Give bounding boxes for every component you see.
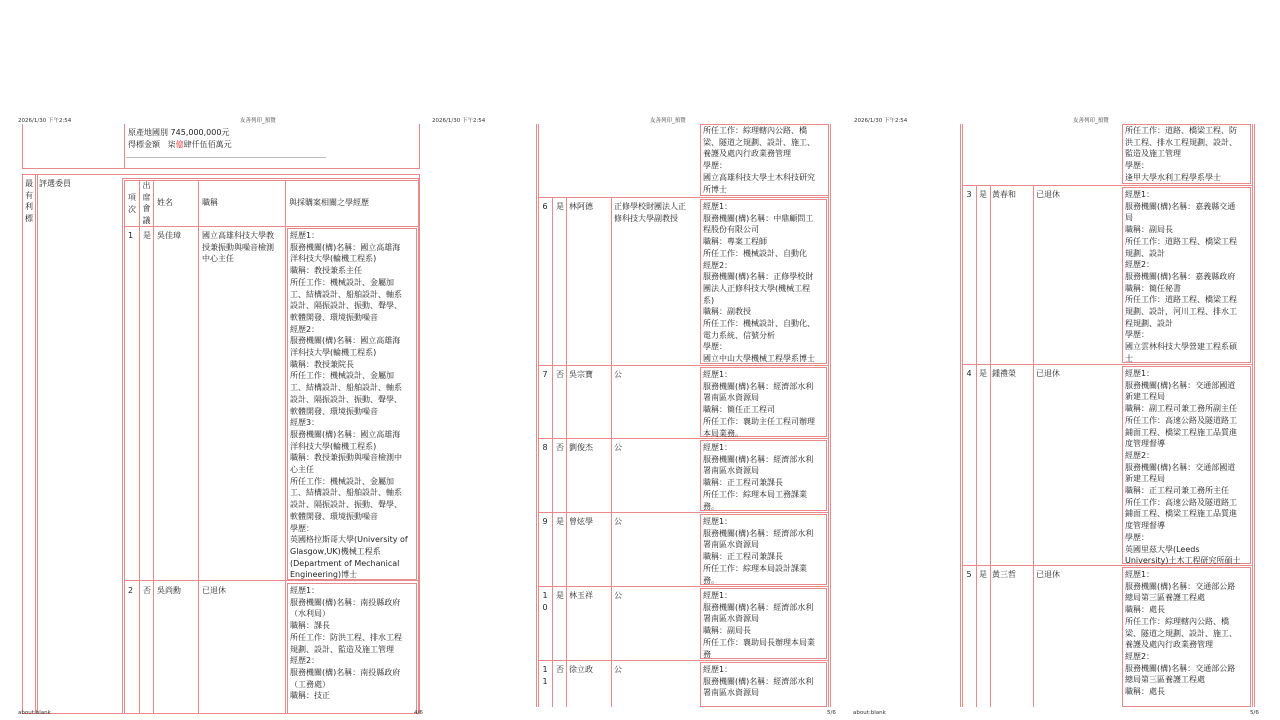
row-no: 4 bbox=[966, 369, 972, 378]
exp-line: 所任工作：綜理轄內公路、橋 bbox=[703, 126, 807, 135]
col-name: 姓名 bbox=[157, 198, 173, 207]
row-title bbox=[1036, 569, 1060, 581]
exp-line: 務 bbox=[703, 649, 711, 659]
exp-line: 經歷1： bbox=[703, 443, 733, 452]
exp-line: 學歷： bbox=[1125, 161, 1149, 171]
column-rule bbox=[976, 185, 977, 707]
exp-line: 所任工作：襄助主任工程司辦理 bbox=[703, 416, 815, 426]
exp-line: 學歷： bbox=[1125, 532, 1149, 542]
exp-line: 職稱：簡任正工程司 bbox=[703, 405, 775, 415]
exp-line: 養護及處內行政業務管理 bbox=[1125, 640, 1213, 650]
exp-line: 職稱：技正 bbox=[290, 691, 330, 701]
row-title bbox=[614, 369, 622, 381]
exp-line: 逢甲大學水利工程學系學士 bbox=[1125, 172, 1221, 182]
exp-line: 鋪面工程、橋梁工程施工品質進 bbox=[1125, 427, 1237, 437]
col-attend: 出 席 會 議 bbox=[142, 181, 151, 226]
exp-line: 工、結構設計、船舶設計、軸系 bbox=[290, 383, 402, 393]
exp-line: 所任工作：襄助局長辦理本局業 bbox=[703, 637, 815, 647]
exp-line: 服務機關(構)名稱：中鼎顧問工 bbox=[703, 213, 814, 223]
row-attend: 是 bbox=[979, 190, 987, 199]
exp-line: 服務機關(構)名稱：交通部公路 bbox=[1125, 663, 1236, 673]
exp-line: 服務機關(構)名稱：經濟部水利 bbox=[703, 676, 814, 686]
exp-line: 國立雲林科技大學營建工程系碩 bbox=[1125, 342, 1237, 352]
page-header-date: 2026/1/30 下午2:54 bbox=[432, 118, 486, 124]
exp-line: 職稱：正工程司兼課長 bbox=[703, 552, 783, 562]
exp-line: 職稱：處長 bbox=[1125, 605, 1165, 615]
exp-line: 所任工作：機械設計、金屬加 bbox=[290, 476, 394, 486]
col-exp: 與採購案相關之學經歷 bbox=[289, 198, 369, 207]
exp-line: 軟體開發、環境振動噪音 bbox=[290, 312, 378, 322]
exp-line: 設計、隔振設計、振動、聲學、 bbox=[290, 301, 402, 311]
row-title bbox=[614, 590, 622, 602]
row-exp bbox=[703, 201, 815, 365]
exp-line: 度管理督導 bbox=[1125, 521, 1165, 531]
exp-line: 服務機關(構)名稱：南投縣政府 bbox=[290, 597, 401, 607]
exp-line: 職稱：課長 bbox=[290, 621, 330, 631]
exp-line: 務。 bbox=[703, 575, 719, 585]
row-no: 1 bbox=[128, 231, 134, 240]
exp-line: 英國格拉斯哥大學(University of bbox=[290, 535, 408, 545]
title-line: 已退休 bbox=[1036, 190, 1060, 199]
row-name: 林玉祥 bbox=[569, 591, 593, 600]
exp-line: 職稱：副教授 bbox=[703, 307, 751, 317]
exp-line: 服務機關(構)名稱：正修學校財 bbox=[703, 272, 814, 282]
exp-line: 總局第三區養護工程處 bbox=[1125, 593, 1205, 603]
amount-pre: 柒 bbox=[167, 140, 176, 149]
page-header-title: 友善列印_預覽 bbox=[240, 118, 276, 124]
row-name: 吳宗寶 bbox=[569, 370, 593, 379]
exp-line: 學歷： bbox=[703, 161, 727, 171]
exp-line: 所任工作：防洪工程、排水工程 bbox=[290, 632, 402, 642]
row-attend: 是 bbox=[556, 591, 564, 600]
title-line: 公 bbox=[614, 443, 622, 452]
row-divider bbox=[962, 364, 1253, 365]
exp-line: 服務機關(構)名稱：嘉義縣交通 bbox=[1125, 201, 1236, 211]
page-footer-url: about:blank bbox=[18, 710, 51, 716]
exp-line: 經歷1： bbox=[703, 665, 733, 674]
col-no: 項 次 bbox=[128, 193, 136, 214]
exp-line: 務。 bbox=[703, 501, 719, 511]
row-exp bbox=[1125, 569, 1237, 698]
exp-line: 經歷1： bbox=[290, 586, 320, 595]
exp-line: 所任工作：機械設計、自動化、 bbox=[703, 319, 815, 329]
row-exp bbox=[1125, 189, 1237, 365]
exp-line: 梁、隧道之規劃、設計、施工、 bbox=[703, 137, 815, 147]
exp-line: 士 bbox=[1125, 353, 1133, 363]
exp-line: (Department of Mechanical bbox=[290, 558, 400, 568]
exp-line: 洋科技大學(輪機工程系) bbox=[290, 254, 377, 264]
exp-line: 養護及處內行政業務管理 bbox=[703, 149, 791, 159]
exp-line: 服務機關(構)名稱：經濟部水利 bbox=[703, 602, 814, 612]
exp-line: 署南區水資源局 bbox=[703, 393, 759, 403]
row-exp bbox=[290, 585, 402, 702]
exp-line: 規劃、設計，河川工程、排水工 bbox=[1125, 307, 1237, 317]
exp-line: 局 bbox=[1125, 213, 1133, 223]
section-label: 最 有 利 標 bbox=[25, 179, 33, 224]
row-no: 5 bbox=[966, 570, 972, 579]
title-line: 正修學校財團法人正 bbox=[614, 202, 686, 211]
row-exp bbox=[703, 369, 815, 439]
amount-label: 得標金額 bbox=[128, 140, 160, 149]
exp-line: 職稱：正工程司兼課長 bbox=[703, 478, 783, 488]
exp-line: 梁、隧道之規劃、設計、施工、 bbox=[1125, 628, 1237, 638]
page-footer-number: 5/6 bbox=[827, 710, 836, 716]
row-name: 劉俊杰 bbox=[569, 443, 593, 452]
row-exp bbox=[703, 442, 813, 512]
exp-line: 職稱：專案工程師 bbox=[703, 237, 767, 247]
row-title bbox=[614, 664, 622, 676]
exp-line: 職稱：正工程司兼工務所主任 bbox=[1125, 486, 1229, 496]
exp-line: 總局第三區養護工程處 bbox=[1125, 675, 1205, 685]
row-no: 1 1 bbox=[542, 665, 548, 686]
exp-line: 國立中山大學機械工程學系博士 bbox=[703, 354, 815, 364]
exp-line: 服務機關(構)名稱：國立高雄海 bbox=[290, 429, 401, 439]
row-attend: 是 bbox=[556, 517, 564, 526]
exp-line: 經歷2： bbox=[703, 260, 733, 270]
row-title: 已退休 bbox=[202, 586, 226, 595]
exp-line: 服務機關(構)名稱：嘉義縣政府 bbox=[1125, 271, 1236, 281]
exp-line: 所任工作：道路工程、橋梁工程 bbox=[1125, 236, 1237, 246]
exp-line: 設計、隔振設計、振動、聲學、 bbox=[290, 394, 402, 404]
exp-line: 洋科技大學(輪機工程系) bbox=[290, 441, 377, 451]
row-name: 曾炫學 bbox=[569, 517, 593, 526]
exp-line: 系) bbox=[703, 295, 715, 305]
exp-line: 設計、隔振設計、振動、聲學、 bbox=[290, 500, 402, 510]
exp-line: 學歷： bbox=[290, 523, 314, 533]
amount-line bbox=[128, 139, 232, 151]
exp-line: 軟體開發、環境振動噪音 bbox=[290, 406, 378, 416]
exp-line: 洋科技大學(輪機工程系) bbox=[290, 348, 377, 358]
exp-line: 經歷1： bbox=[290, 231, 320, 240]
exp-line: （工務處） bbox=[290, 679, 330, 689]
exp-line: 經歷2： bbox=[290, 656, 320, 666]
exp-line: 所任工作：道路工程、橋梁工程 bbox=[1125, 295, 1237, 305]
exp-line: 工、結構設計、船舶設計、軸系 bbox=[290, 488, 402, 498]
print-page-4 bbox=[0, 0, 426, 720]
row-divider bbox=[538, 197, 829, 198]
row-title: 國立高雄科技大學教 授兼振動與噪音檢測 中心主任 bbox=[202, 231, 274, 264]
exp-line: 經歷3： bbox=[290, 418, 320, 428]
exp-line: 電力系統、信號分析 bbox=[703, 330, 775, 340]
exp-line: 所任工作：高速公路及隧道路工 bbox=[1125, 497, 1237, 507]
budget-label: 原產地國別 bbox=[128, 128, 168, 137]
row-title bbox=[614, 201, 686, 224]
exp-line: 經歷1： bbox=[703, 517, 733, 526]
exp-line: 所任工作：綜理本局設計課業 bbox=[703, 563, 807, 573]
exp-line: 署南區水資源局 bbox=[703, 614, 759, 624]
exp-line: Engineering)博士 bbox=[290, 570, 358, 580]
exp-line: （水利局） bbox=[290, 609, 330, 619]
exp-line: 經歷2： bbox=[1125, 450, 1155, 460]
exp-line: 署南區水資源局 bbox=[703, 540, 759, 550]
exp-line: 鋪面工程、橋梁工程施工品質進 bbox=[1125, 509, 1237, 519]
exp-line: 所博士 bbox=[703, 184, 727, 194]
exp-line: 服務機關(構)名稱：國立高雄海 bbox=[290, 242, 401, 252]
amount-highlight: 億 bbox=[175, 140, 184, 149]
row-name: 徐立政 bbox=[569, 665, 593, 674]
exp-line: 監造及施工管理 bbox=[1125, 149, 1181, 159]
exp-line: 經歷1： bbox=[1125, 190, 1155, 199]
page-header-date: 2026/1/30 下午2:54 bbox=[854, 118, 908, 124]
row-divider bbox=[962, 565, 1253, 566]
row-attend: 是 bbox=[979, 570, 987, 579]
budget-line bbox=[128, 127, 229, 139]
page-footer-number: 4/6 bbox=[414, 710, 423, 716]
exp-line: 職稱：教授兼振動與噪音檢測中 bbox=[290, 453, 402, 463]
exp-line: 服務機關(構)名稱：南投縣政府 bbox=[290, 667, 401, 677]
page-header-date: 2026/1/30 下午2:54 bbox=[18, 118, 72, 124]
row-attend: 否 bbox=[556, 370, 564, 379]
exp-line: 經歷1： bbox=[1125, 369, 1155, 378]
exp-line: 經歷1： bbox=[1125, 570, 1155, 579]
row-attend: 否 bbox=[143, 586, 151, 595]
exp-line: 職稱：副局長 bbox=[703, 626, 751, 636]
exp-line: 服務機關(構)名稱：經濟部水利 bbox=[703, 528, 814, 538]
exp-line: 經歷2： bbox=[1125, 651, 1155, 661]
exp-line: 職稱：副工程司兼工務所副主任 bbox=[1125, 404, 1237, 414]
title-line: 已退休 bbox=[1036, 369, 1060, 378]
col-title: 職稱 bbox=[202, 198, 218, 207]
exp-line: 英國里茲大學(Leeds bbox=[1125, 544, 1200, 554]
exp-line: 職稱：處長 bbox=[1125, 687, 1165, 697]
exp-line: 服務機關(構)名稱：交通部國道 bbox=[1125, 380, 1236, 390]
exp-line: 署南區水資源局 bbox=[703, 688, 759, 698]
exp-line: 團法人正修科技大學(機械工程 bbox=[703, 283, 811, 293]
exp-line: Glasgow,UK)機械工程系 bbox=[290, 546, 381, 556]
exp-line: 所任工作：道路、橋梁工程、防 bbox=[1125, 126, 1237, 135]
exp-line: 度管理督導 bbox=[1125, 439, 1165, 449]
exp-line: 服務機關(構)名稱：交通部國道 bbox=[1125, 462, 1236, 472]
exp-line: 所任工作：綜理轄內公路、橋 bbox=[1125, 616, 1229, 626]
exp-line: 經歷1： bbox=[703, 591, 733, 600]
exp-line: 所任工作：機械設計、金屬加 bbox=[290, 371, 394, 381]
title-line: 已退休 bbox=[1036, 570, 1060, 579]
exp-line: 職稱：教授兼系主任 bbox=[290, 266, 362, 276]
exp-line: 所任工作：機械設計、自動化 bbox=[703, 248, 807, 258]
column-rule bbox=[990, 185, 991, 707]
row-name: 鍾禮榮 bbox=[992, 369, 1016, 378]
exp-line: 新建工程局 bbox=[1125, 392, 1165, 402]
title-line: 公 bbox=[614, 370, 622, 379]
row-name: 林阿德 bbox=[569, 202, 593, 211]
exp-line: 所任工作：機械設計、金屬加 bbox=[290, 277, 394, 287]
exp-line: University)土木工程研究所碩士 bbox=[1125, 556, 1241, 566]
row-no: 8 bbox=[542, 443, 548, 452]
exp-line: 工、結構設計、船舶設計、軸系 bbox=[290, 289, 402, 299]
row-exp bbox=[290, 230, 408, 581]
row-divider bbox=[962, 185, 1253, 186]
row-title bbox=[614, 442, 622, 454]
page-footer-number: 5/6 bbox=[1250, 710, 1259, 716]
row-title bbox=[1036, 368, 1060, 380]
row-attend: 否 bbox=[556, 665, 564, 674]
exp-line: 洪工程、排水工程規劃、設計、 bbox=[1125, 137, 1237, 147]
row-exp bbox=[703, 590, 815, 660]
exp-line: 新建工程局 bbox=[1125, 474, 1165, 484]
exp-line: 程規劃、設計 bbox=[1125, 318, 1173, 328]
column-rule bbox=[611, 197, 612, 707]
column-rule bbox=[1033, 185, 1034, 707]
row-name: 黃春和 bbox=[992, 190, 1016, 199]
row-title bbox=[1036, 189, 1060, 201]
row-name: 黃三哲 bbox=[992, 570, 1016, 579]
row-name: 吳佳璋 bbox=[157, 231, 181, 240]
exp-line: 服務機關(構)名稱：交通部公路 bbox=[1125, 581, 1236, 591]
row-no: 3 bbox=[966, 190, 972, 199]
exp-line: 規劃、設計、監造及施工管理 bbox=[290, 644, 394, 654]
row-exp-continued bbox=[1125, 125, 1237, 184]
exp-line: 經歷2： bbox=[1125, 260, 1155, 270]
exp-line: 學歷： bbox=[1125, 330, 1149, 340]
exp-line: 所任工作：高速公路及隧道路工 bbox=[1125, 415, 1237, 425]
committee-title: 評選委員 bbox=[39, 179, 71, 188]
exp-line: 國立高雄科技大學土木科技研究 bbox=[703, 172, 815, 182]
row-no: 2 bbox=[128, 586, 134, 595]
exp-line: 服務機關(構)名稱：國立高雄海 bbox=[290, 336, 401, 346]
row-no: 1 0 bbox=[542, 591, 548, 612]
column-rule bbox=[566, 197, 567, 707]
exp-line: 所任工作：綜理本局工務課業 bbox=[703, 489, 807, 499]
page-footer-url: about:blank bbox=[853, 710, 886, 716]
exp-line: 經歷1： bbox=[703, 370, 733, 379]
exp-line: 經歷2： bbox=[290, 324, 320, 334]
title-line: 公 bbox=[614, 665, 622, 674]
exp-line: 本局業務。 bbox=[703, 428, 743, 438]
exp-line: 服務機關(構)名稱：經濟部水利 bbox=[703, 381, 814, 391]
exp-line: 心主任 bbox=[290, 465, 314, 475]
exp-line: 經歷1： bbox=[703, 202, 733, 211]
row-divider bbox=[538, 660, 829, 661]
row-divider bbox=[538, 512, 829, 513]
exp-line: 職稱：副局長 bbox=[1125, 225, 1173, 235]
exp-line: 軟體開發、環境振動噪音 bbox=[290, 511, 378, 521]
row-attend: 是 bbox=[979, 369, 987, 378]
row-exp bbox=[703, 664, 813, 699]
exp-line: 職稱：簡任秘書 bbox=[1125, 283, 1181, 293]
budget-value: 745,000,000元 bbox=[170, 128, 230, 137]
row-no: 6 bbox=[542, 202, 548, 211]
print-page-5 bbox=[426, 0, 852, 720]
column-rule bbox=[552, 197, 553, 707]
exp-line: 程股份有限公司 bbox=[703, 225, 759, 235]
row-exp bbox=[1125, 368, 1240, 567]
title-line: 修科技大學副教授 bbox=[614, 213, 678, 223]
exp-line: 署南區水資源局 bbox=[703, 466, 759, 476]
row-no: 9 bbox=[542, 517, 548, 526]
page-header-title: 友善列印_預覽 bbox=[1073, 118, 1109, 124]
exp-line: 職稱：教授兼院長 bbox=[290, 359, 354, 369]
row-title bbox=[614, 516, 622, 528]
row-attend: 是 bbox=[556, 202, 564, 211]
row-name: 吳尚勳 bbox=[157, 586, 181, 595]
row-exp bbox=[703, 516, 813, 586]
title-line: 公 bbox=[614, 591, 622, 600]
exp-line: 服務機關(構)名稱：經濟部水利 bbox=[703, 454, 814, 464]
print-page-6 bbox=[852, 0, 1280, 720]
row-attend: 否 bbox=[556, 443, 564, 452]
exp-line: 規劃、設計 bbox=[1125, 248, 1165, 258]
exp-line: 學歷： bbox=[703, 342, 727, 352]
amount-post: 肆仟伍佰萬元 bbox=[183, 140, 232, 149]
row-exp-continued bbox=[703, 125, 815, 195]
title-line: 公 bbox=[614, 517, 622, 526]
row-divider bbox=[538, 365, 829, 366]
row-no: 7 bbox=[542, 370, 548, 379]
row-attend: 是 bbox=[143, 231, 151, 240]
row-divider bbox=[538, 586, 829, 587]
row-divider bbox=[538, 438, 829, 439]
page-header-title: 友善列印_預覽 bbox=[650, 118, 686, 124]
